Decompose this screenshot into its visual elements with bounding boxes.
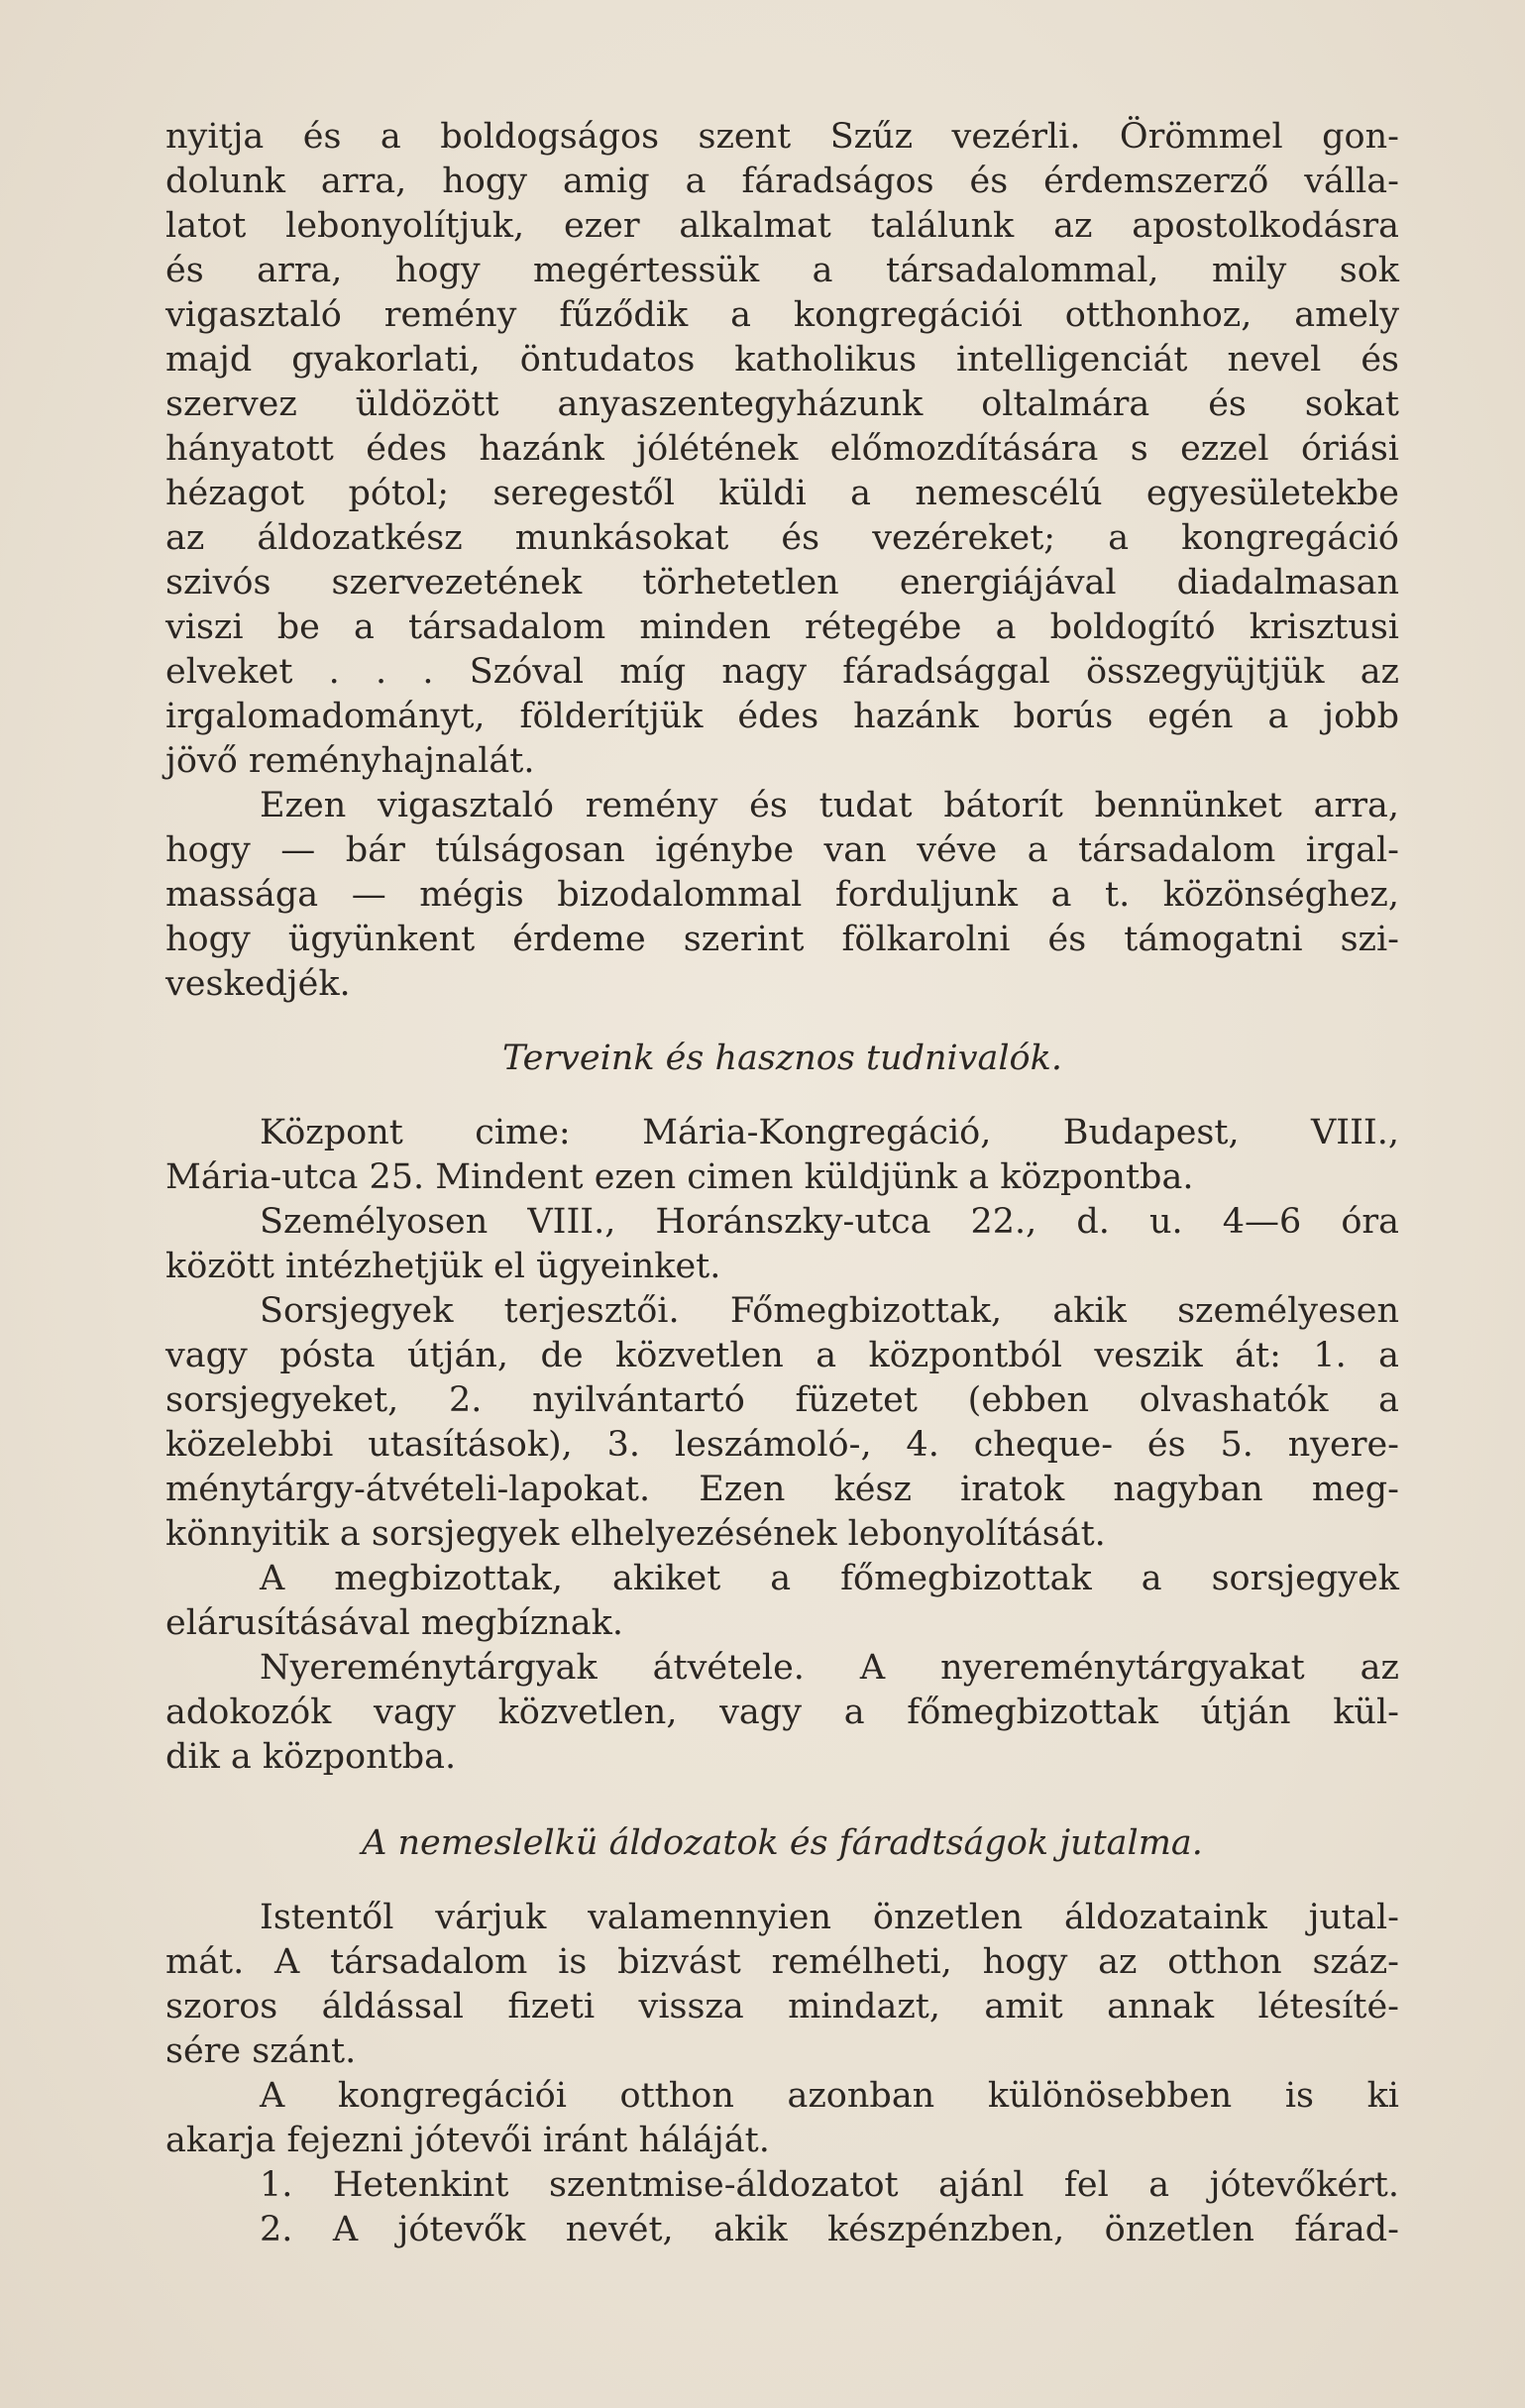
text-line: 1. Hetenkint szentmise-áldozatot ajánl fel a jótevőkért.	[260, 2165, 1399, 2205]
text-line: között intézhetjük el ügyeinket.	[165, 1247, 721, 1286]
text-line: dik a központba.	[165, 1737, 457, 1777]
text-line: hogy ügyünkent érdeme szerint fölkarolni és támogatni szi-	[165, 920, 1399, 959]
text-line: sére szánt.	[165, 2031, 357, 2071]
text-line: 2. A jótevők nevét, akik készpénzben, önzetlen fárad-	[260, 2210, 1399, 2249]
text-line: massága — mégis bizodalommal forduljunk a t. közönséghez,	[165, 875, 1399, 915]
text-line: latot lebonyolítjuk, ezer alkalmat találunk az apostolkodásra	[165, 206, 1399, 246]
text-line: mát. A társadalom is bizvást remélheti, hogy az otthon száz-	[165, 1942, 1399, 1982]
text-line: Személyosen VIII., Horánszky-utca 22., d. u. 4—6 óra	[260, 1202, 1399, 1242]
section-1	[165, 1111, 1399, 1780]
text-line: szoros áldással fizeti vissza mindazt, amit annak létesíté-	[165, 1987, 1399, 2026]
text-line: közelebbi utasítások), 3. leszámoló-, 4. cheque- és 5. nyere-	[165, 1425, 1399, 1465]
section-heading: Terveink és hasznos tudnivalók.	[502, 1039, 1062, 1078]
spacer	[165, 1780, 1399, 1821]
text-line: az áldozatkész munkásokat és vezéreket; a kongregáció	[165, 518, 1399, 558]
spacer	[165, 1081, 1399, 1111]
text-line: elárusításával megbíznak.	[165, 1603, 624, 1643]
page-text	[165, 115, 1399, 2252]
text-line: hányatott édes hazánk jólétének előmozdítására s ezzel óriási	[165, 429, 1399, 469]
text-line: Mária-utca 25. Mindent ezen cimen küldjünk a központba.	[165, 1157, 1194, 1197]
text-line: Ezen vigasztaló remény és tudat bátorít bennünket arra,	[260, 786, 1399, 825]
text-line: könnyitik a sorsjegyek elhelyezésének lebonyolítását.	[165, 1514, 1106, 1554]
section-heading: A nemeslelkü áldozatok és fáradtságok jutalma.	[362, 1823, 1203, 1863]
text-line: adokozók vagy közvetlen, vagy a főmegbizottak útján kül-	[165, 1693, 1399, 1732]
text-line: Istentől várjuk valamennyien önzetlen áldozataink jutal-	[260, 1898, 1399, 1937]
text-line: irgalomadományt, földerítjük édes hazánk borús egén a jobb	[165, 697, 1399, 736]
text-line: dolunk arra, hogy amig a fáradságos és érdemszerző válla-	[165, 162, 1399, 201]
text-line: vigasztaló remény fűződik a kongregációi otthonhoz, amely	[165, 295, 1399, 335]
paragraph-1	[165, 115, 1399, 784]
spacer	[165, 1007, 1399, 1037]
text-line: Központ cime: Mária-Kongregáció, Budapest, VIII.,	[260, 1113, 1399, 1152]
text-line: viszi be a társadalom minden rétegébe a boldogító krisztusi	[165, 607, 1399, 647]
text-line: nyitja és a boldogságos szent Szűz vezérli. Örömmel gon-	[165, 117, 1399, 157]
text-line: hogy — bár túlságosan igénybe van véve a társadalom irgal-	[165, 830, 1399, 870]
spacer	[165, 1866, 1399, 1896]
text-line: hézagot pótol; seregestől küldi a nemescélú egyesületekbe	[165, 474, 1399, 513]
text-line: sorsjegyeket, 2. nyilvántartó füzetet (ebben olvashatók a	[165, 1380, 1399, 1420]
text-line: vagy pósta útján, de közvetlen a központból veszik át: 1. a	[165, 1336, 1399, 1375]
text-line: veskedjék.	[165, 964, 351, 1004]
text-line: jövő reményhajnalát.	[165, 741, 535, 781]
text-line: majd gyakorlati, öntudatos katholikus intelligenciát nevel és	[165, 340, 1399, 380]
text-line: ménytárgy-átvételi-lapokat. Ezen kész iratok nagyban meg-	[165, 1470, 1399, 1509]
paragraph-2	[165, 784, 1399, 1007]
text-line: Nyereménytárgyak átvétele. A nyereménytárgyakat az	[260, 1648, 1399, 1688]
text-line: akarja fejezni jótevői iránt háláját.	[165, 2121, 770, 2160]
text-line: elveket . . . Szóval míg nagy fáradsággal összegyüjtjük az	[165, 652, 1399, 692]
text-line: szervez üldözött anyaszentegyházunk oltalmára és sokat	[165, 384, 1399, 424]
text-line: A megbizottak, akiket a főmegbizottak a sorsjegyek	[260, 1559, 1399, 1598]
text-line: és arra, hogy megértessük a társadalommal, mily sok	[165, 251, 1399, 290]
text-line: A kongregációi otthon azonban különösebben is ki	[260, 2076, 1399, 2116]
section-2	[165, 1896, 1399, 2252]
text-line: szivós szervezetének törhetetlen energiájával diadalmasan	[165, 563, 1399, 602]
text-line: Sorsjegyek terjesztői. Főmegbizottak, akik személyesen	[260, 1291, 1399, 1331]
